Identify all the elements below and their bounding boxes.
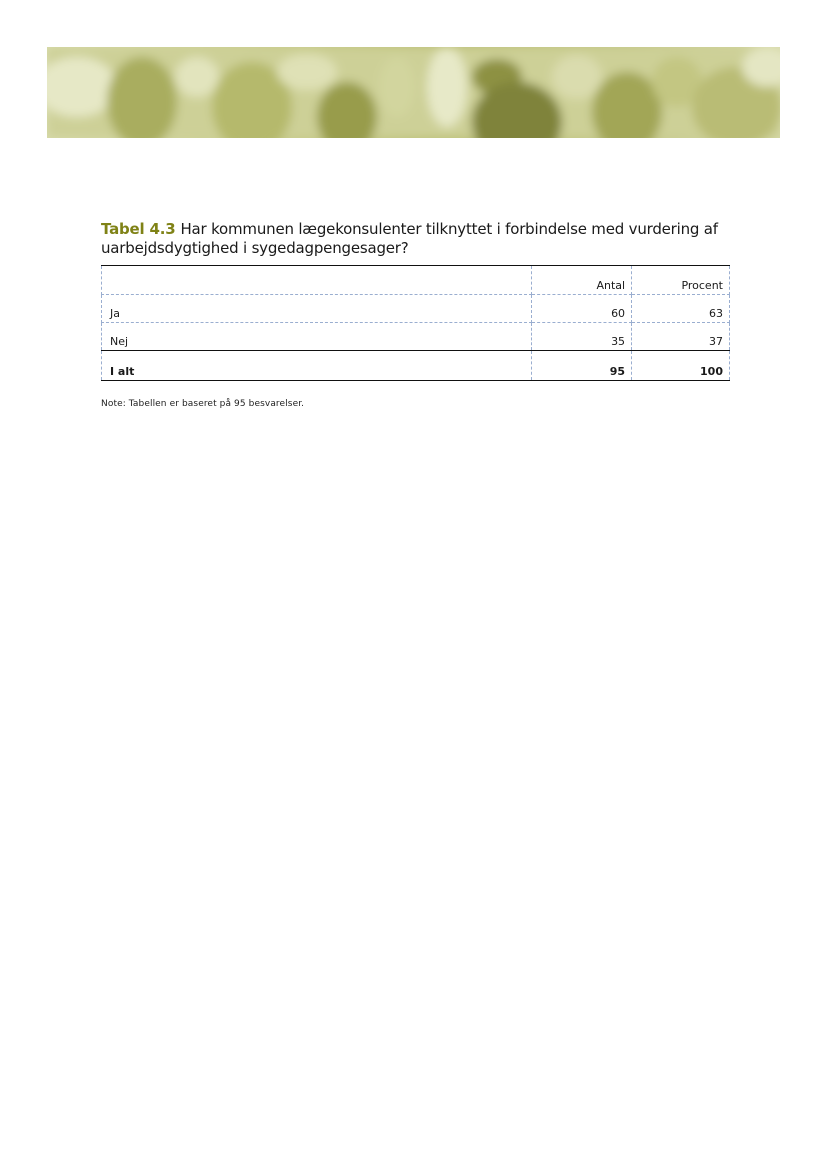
table-header-row: [102, 266, 730, 295]
table-row: [102, 323, 730, 351]
header-cell-label: [102, 266, 532, 295]
total-antal: 95: [532, 351, 632, 381]
table-row: [102, 295, 730, 323]
crowd-photo-icon: [47, 47, 780, 138]
table-total-row: [102, 351, 730, 381]
header-cell-antal: Antal: [532, 266, 632, 295]
total-label: I alt: [102, 351, 532, 381]
row-procent: 37: [632, 323, 730, 351]
table-caption-text: Har kommunen lægekonsulenter tilknyttet i forbindelse med vurdering af uarbejdsdygtighed i sygedagpengesager?: [101, 220, 718, 257]
table-note: Note: Tabellen er baseret på 95 besvarelser.: [101, 399, 305, 409]
table-caption-label: Tabel 4.3: [101, 220, 176, 238]
row-label: Ja: [102, 295, 532, 323]
row-antal: 35: [532, 323, 632, 351]
row-label: Nej: [102, 323, 532, 351]
header-cell-procent: Procent: [632, 266, 730, 295]
total-procent: 100: [632, 351, 730, 381]
row-antal: 60: [532, 295, 632, 323]
row-procent: 63: [632, 295, 730, 323]
table-caption: [101, 220, 741, 258]
survey-table: [101, 265, 730, 381]
header-banner-image: [47, 47, 780, 138]
